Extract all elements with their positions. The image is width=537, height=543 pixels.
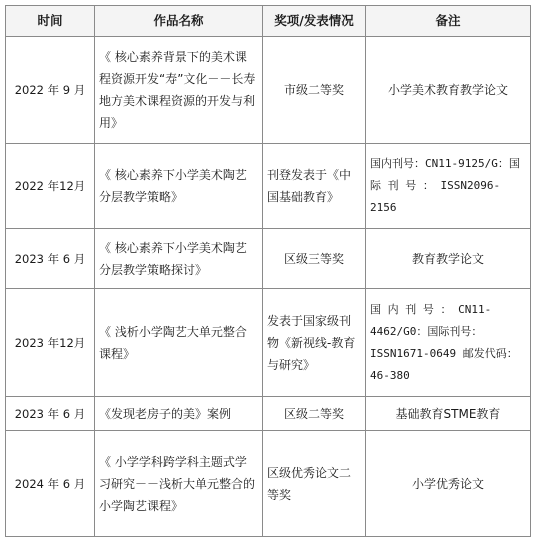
cell-note: 基础教育STME教育 [366,397,531,431]
cell-note: 教育教学论文 [366,229,531,289]
table-row [6,37,531,144]
cell-award: 区级三等奖 [263,229,366,289]
cell-award: 区级二等奖 [263,397,366,431]
awards-table [5,5,531,537]
header-work-title: 作品名称 [95,6,263,37]
table-row [6,431,531,537]
cell-work: 《 浅析小学陶艺大单元整合课程》 [95,289,263,397]
cell-note: 小学优秀论文 [366,431,531,537]
table-row [6,397,531,431]
cell-work: 《 核心素养背景下的美术课程资源开发“寿”文化－－长寿地方美术课程资源的开发与利用》 [95,37,263,144]
cell-note: 国 内 刊 号 ： CN11-4462/G0：国际刊号：ISSN1671-0649 邮发代码：46-380 [366,289,531,397]
header-award: 奖项/发表情况 [263,6,366,37]
cell-note: 小学美术教育教学论文 [366,37,531,144]
table-row [6,289,531,397]
cell-time: 2022 年12月 [6,144,95,229]
cell-note: 国内刊号：CN11-9125/G：国 际 刊 号 ： ISSN2096-2156 [366,144,531,229]
cell-work: 《 小学学科跨学科主题式学习研究－－浅析大单元整合的小学陶艺课程》 [95,431,263,537]
cell-award: 区级优秀论文二等奖 [263,431,366,537]
cell-time: 2022 年 9 月 [6,37,95,144]
cell-time: 2023 年 6 月 [6,397,95,431]
cell-time: 2023 年 6 月 [6,229,95,289]
cell-award: 市级二等奖 [263,37,366,144]
table-row [6,229,531,289]
table-row [6,144,531,229]
cell-award: 发表于国家级刊物《新视线-教育与研究》 [263,289,366,397]
cell-time: 2024 年 6 月 [6,431,95,537]
cell-time: 2023 年12月 [6,289,95,397]
cell-work: 《 核心素养下小学美术陶艺分层教学策略探讨》 [95,229,263,289]
header-time: 时间 [6,6,95,37]
cell-work: 《 核心素养下小学美术陶艺分层教学策略》 [95,144,263,229]
table-header-row [6,6,531,37]
cell-award: 刊登发表于《中国基础教育》 [263,144,366,229]
header-note: 备注 [366,6,531,37]
cell-work: 《发现老房子的美》案例 [95,397,263,431]
